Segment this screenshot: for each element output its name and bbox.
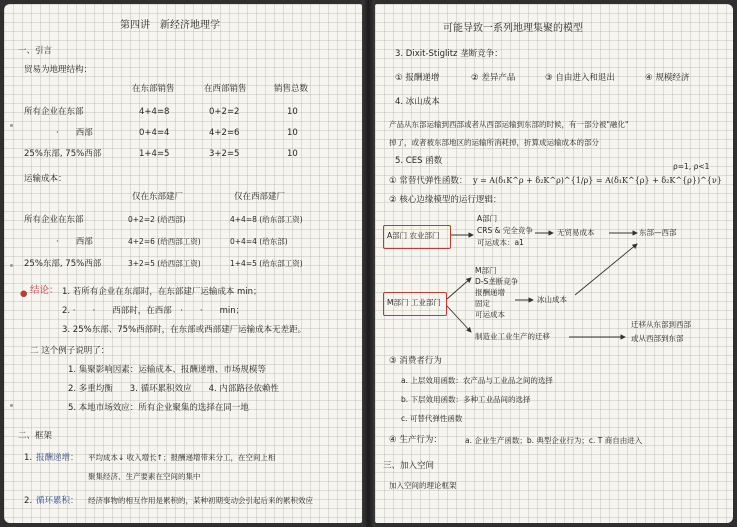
left-page	[4, 4, 362, 523]
list-item: 经济事物的相互作用是累积的，某种初期变动会引起后来的累积效应	[88, 496, 313, 505]
table-cell: 3+2=5 (给西部工资)	[128, 259, 201, 268]
table-cell: 0+4=4 (给东部)	[230, 237, 288, 246]
flow-note: A部门	[477, 214, 498, 223]
conclusion-label: 结论：	[30, 285, 59, 296]
subsection-heading: 3. Dixit-Stiglitz 垄断竞争：	[395, 49, 503, 59]
flow-node-label: A部门 农业部门	[387, 231, 440, 240]
flow-node-label: 东部—西部	[639, 228, 677, 237]
list-item: ① 常替代弹性函数：	[389, 176, 468, 186]
binding-hole	[10, 124, 13, 127]
paragraph-line: 产品从东部运输到西部或者从西部运输到东部的时候，有一部分被"融化"	[389, 120, 629, 129]
paragraph-line: 掉了，或者被东部地区的运输所消耗掉，折算成运输成本的部分	[389, 138, 599, 147]
page-title: 可能导致一系列地理集聚的模型	[443, 23, 583, 34]
list-item: ③ 自由进入和退出	[545, 73, 615, 83]
table-cell: 3+2=5	[209, 149, 240, 159]
flow-note: 或从西部到东部	[631, 334, 684, 343]
table-row-label: 25%东部, 75%西部	[24, 149, 102, 159]
section-heading: 二、框架	[18, 431, 53, 441]
flow-note: 报酬递增	[475, 288, 505, 297]
flow-note: 制造业工业生产的迁移	[475, 332, 550, 341]
table-cell: 10	[287, 107, 298, 117]
list-item: ① 报酬递增	[395, 73, 440, 83]
list-item: 2. · · 西部时，在西部 · · min；	[62, 306, 245, 316]
formula-note: ρ=1, ρ<1	[673, 162, 710, 171]
list-item: a. 上层效用函数：农产品与工业品之间的选择	[401, 376, 553, 385]
binding-gutter	[362, 0, 375, 527]
table-row-label: 所有企业在东部	[24, 107, 84, 117]
table-row-label: 25%东部, 75%西部	[24, 259, 102, 269]
list-item: ④ 生产行为：	[389, 435, 442, 445]
flow-arrow	[447, 306, 471, 332]
flow-note: 固定	[475, 299, 490, 308]
table-cell: 1+4=5 (给东部工资)	[230, 259, 303, 268]
flow-note: 无贸易成本	[557, 228, 595, 237]
table-header: 在东部销售	[132, 84, 175, 94]
flow-note: 可运成本：a1	[477, 238, 524, 247]
flow-note: 迁移从东部到西部	[631, 320, 691, 329]
subsection-heading: 运输成本：	[24, 174, 67, 184]
table-cell: 4+4=8	[139, 107, 170, 117]
table-cell: 4+4=8 (给东部工资)	[230, 215, 303, 224]
flow-note: M部门	[475, 266, 497, 275]
binding-hole	[10, 404, 13, 407]
bullet-icon: ●	[20, 289, 28, 299]
highlight-label: 循环累积：	[36, 496, 79, 506]
table-cell: 1+4=5	[139, 149, 170, 159]
table-cell: 4+2=6 (给西部工资)	[128, 237, 201, 246]
list-number: 2.	[24, 496, 33, 506]
formula: y = A(δ₁K^ρ + δ₂K^ρ)^{1/ρ} = A(δ₁K^{ρ} + δ₂K^{ρ})^{ν}	[473, 176, 722, 185]
flow-note: CRS & 完全竞争	[477, 226, 533, 235]
list-item: 1. 若所有企业在东部时，在东部建厂运输成本 min；	[62, 287, 262, 297]
list-item: 3. 25%东部、75%西部时，在东部或西部建厂运输成本无差距。	[62, 325, 307, 335]
list-item: ③ 消费者行为	[389, 356, 442, 366]
table-row-label: · 西部	[56, 237, 93, 247]
flow-arrow	[447, 278, 471, 299]
list-item: ② 差异产品	[471, 73, 516, 83]
flow-note: 冰山成本	[537, 295, 567, 304]
list-item: c. 可替代弹性函数	[401, 414, 463, 423]
list-item: 2. 多重均衡 3. 循环累积效应 4. 内部路径依赖性	[68, 384, 279, 394]
section-heading: 一、引言	[18, 46, 53, 56]
list-item: ② 核心边缘模型的运行逻辑：	[389, 195, 502, 205]
table-row-label: 所有企业在东部	[24, 215, 84, 225]
subsection-heading: 贸易为地理结构：	[24, 65, 93, 75]
right-page	[375, 4, 733, 523]
highlight-label: 报酬递增：	[36, 453, 79, 463]
table-header: 仅在东部建厂	[132, 192, 184, 202]
table-cell: 0+4=4	[139, 128, 170, 138]
paragraph-line: 加入空间的理论框架	[389, 481, 457, 490]
list-item: a. 企业生产函数；b. 典型企业行为；c. T 商自由进入	[465, 436, 643, 445]
section-heading: 三、加入空间	[383, 461, 435, 471]
list-item: ④ 规模经济	[645, 73, 690, 83]
subsection-heading: 5. CES 函数	[395, 156, 443, 166]
table-header: 销售总数	[274, 84, 309, 94]
list-number: 1.	[24, 453, 33, 463]
flow-arrow	[575, 244, 637, 295]
table-header: 在西部销售	[204, 84, 247, 94]
list-item: b. 下层效用函数：多种工业品间的选择	[401, 395, 531, 404]
list-item: 5. 本地市场效应：所有企业聚集的选择在同一地	[68, 403, 249, 413]
table-cell: 10	[287, 128, 298, 138]
list-item: 聚集经济、生产要素在空间的集中	[88, 472, 201, 481]
flow-note: 可运成本	[475, 310, 505, 319]
subsection-heading: 4. 冰山成本	[395, 97, 440, 107]
list-item: 1. 集聚影响因素：运输成本、报酬递增、市场规模等	[68, 365, 266, 375]
flow-node-label: M部门 工业部门	[387, 298, 441, 307]
table-cell: 0+2=2	[209, 107, 240, 117]
list-item: 平均成本↓ 收入增长↑；报酬递增带来分工，在空间上相	[88, 453, 276, 462]
flow-note: D-S垄断竞争	[475, 277, 519, 286]
subsection-heading: 二 这个例子说明了：	[30, 346, 110, 356]
table-cell: 0+2=2 (给西部)	[128, 215, 186, 224]
table-row-label: · 西部	[56, 128, 93, 138]
table-cell: 10	[287, 149, 298, 159]
table-cell: 4+2=6	[209, 128, 240, 138]
page-title: 第四讲 新经济地理学	[120, 20, 220, 31]
binding-hole	[10, 264, 13, 267]
table-header: 仅在西部建厂	[234, 192, 286, 202]
